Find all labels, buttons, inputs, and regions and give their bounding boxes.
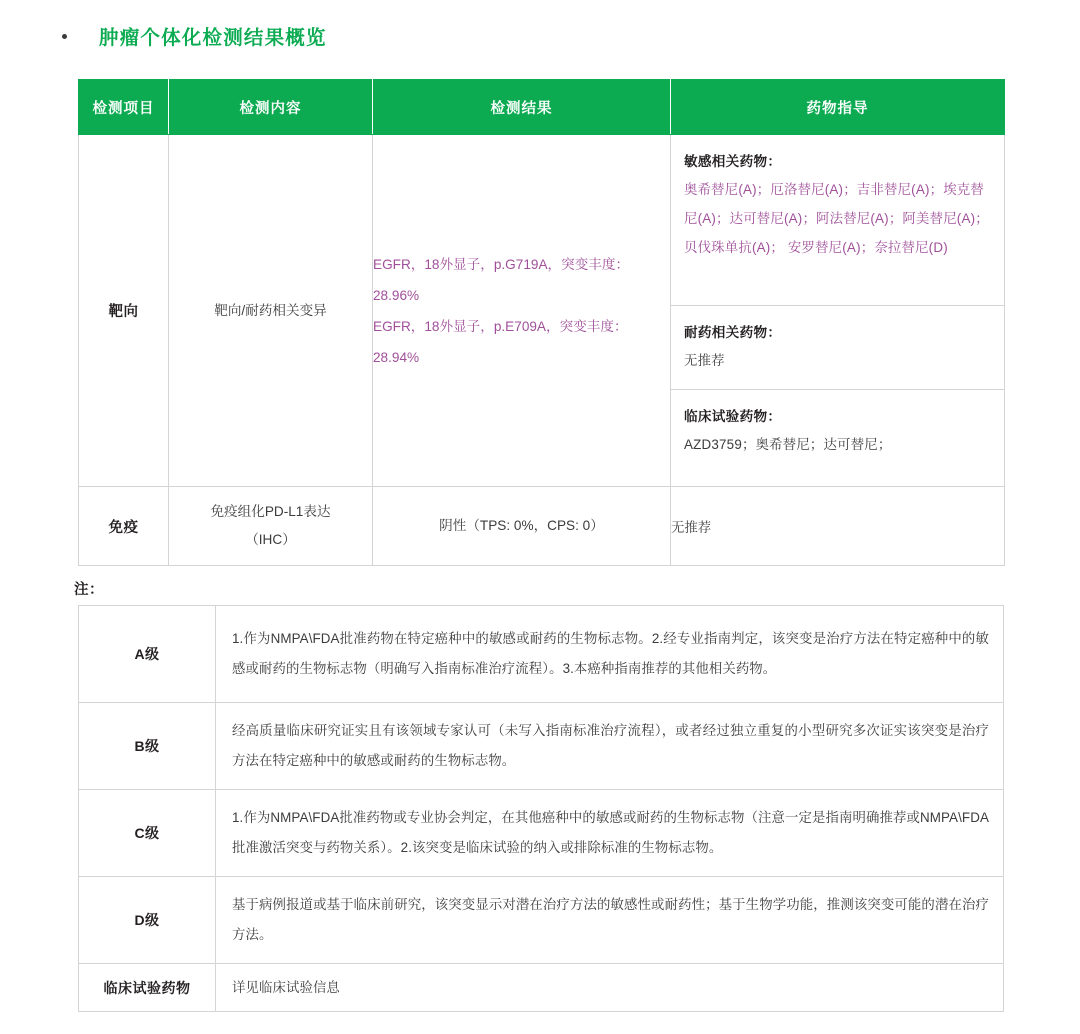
drug-group-body: 无推荐 xyxy=(684,352,725,368)
table-row xyxy=(79,606,1004,703)
row-result-immunity: 阴性（TPS: 0%，CPS: 0） xyxy=(373,487,671,566)
column-header-result: 检测结果 xyxy=(373,80,671,135)
table-row xyxy=(79,135,1005,487)
grade-label-c: C级 xyxy=(79,790,216,877)
grade-label-d: D级 xyxy=(79,877,216,964)
grade-description-c: 1.作为NMPA\FDA批准药物或专业协会判定，在其他癌种中的敏感或耐药的生物标志物（注意一定是指南明确推荐或NMPA\FDA批准激活突变与药物关系）。2.该突变是临床试验的纳入或排除标准的生物标志物。 xyxy=(216,790,1004,877)
drug-group-resistant xyxy=(671,305,1004,389)
result-line: EGFR，18外显子，p.E709A，突变丰度：28.94% xyxy=(373,318,628,365)
column-header-drug: 药物指导 xyxy=(671,80,1005,135)
row-drug-immunity: 无推荐 xyxy=(671,487,1005,566)
main-result-table-wrapper xyxy=(78,79,1004,566)
note-label: 注： xyxy=(74,582,104,598)
drug-group-title: 临床试验药物： xyxy=(684,408,782,424)
drug-group-sensitive xyxy=(671,135,1004,305)
drug-group-title: 敏感相关药物： xyxy=(684,154,782,169)
content-line: 免疫组化PD-L1表达 xyxy=(210,504,331,519)
drug-guidance-list xyxy=(671,135,1004,486)
drug-group-body: AZD3759；奥希替尼；达可替尼； xyxy=(684,436,892,452)
content-line: （IHC） xyxy=(245,532,296,547)
drug-group-clinical-trial xyxy=(671,389,1004,486)
column-header-item: 检测项目 xyxy=(79,80,169,135)
table-header-row xyxy=(79,80,1005,135)
grade-description-b: 经高质量临床研究证实且有该领域专家认可（未写入指南标准治疗流程），或者经过独立重复的小型研究多次证实该突变是治疗方法在特定癌种中的敏感或耐药的生物标志物。 xyxy=(216,703,1004,790)
row-drug-targeted xyxy=(671,135,1005,487)
row-result-targeted xyxy=(373,135,671,487)
notes-table-wrapper xyxy=(78,605,1004,1012)
row-content-immunity xyxy=(169,487,373,566)
grade-description-d: 基于病例报道或基于临床前研究，该突变显示对潜在治疗方法的敏感性或耐药性；基于生物学功能，推测该突变可能的潜在治疗方法。 xyxy=(216,877,1004,964)
row-content-targeted: 靶向/耐药相关变异 xyxy=(169,135,373,487)
column-header-content: 检测内容 xyxy=(169,80,373,135)
table-row xyxy=(79,487,1005,566)
bullet-icon xyxy=(62,34,67,39)
table-row xyxy=(79,877,1004,964)
grade-description-clinical-trial: 详见临床试验信息 xyxy=(216,964,1004,1012)
grade-description-a: 1.作为NMPA\FDA批准药物在特定癌种中的敏感或耐药的生物标志物。2.经专业指南判定，该突变是治疗方法在特定癌种中的敏感或耐药的生物标志物（明确写入指南标准治疗流程）。3.本癌种指南推荐的其他相关药物。 xyxy=(216,606,1004,703)
page-title: 肿瘤个体化检测结果概览 xyxy=(99,27,327,49)
evidence-grade-table xyxy=(78,605,1004,1012)
main-result-table xyxy=(78,79,1005,566)
row-item-targeted: 靶向 xyxy=(79,135,169,487)
drug-group-body: 奥希替尼(A)；厄洛替尼(A)；吉非替尼(A)；埃克替尼(A)；达可替尼(A)；阿法替尼(A)；阿美替尼(A)；贝伐珠单抗(A)； 安罗替尼(A)；奈拉替尼(D) xyxy=(684,182,989,255)
grade-label-clinical-trial: 临床试验药物 xyxy=(79,964,216,1012)
section-header xyxy=(0,0,1080,50)
row-item-immunity: 免疫 xyxy=(79,487,169,566)
grade-label-b: B级 xyxy=(79,703,216,790)
grade-label-a: A级 xyxy=(79,606,216,703)
table-row xyxy=(79,790,1004,877)
table-row xyxy=(79,703,1004,790)
result-line: EGFR，18外显子，p.G719A，突变丰度：28.96% xyxy=(373,256,630,303)
drug-group-title: 耐药相关药物： xyxy=(684,324,782,340)
table-row xyxy=(79,964,1004,1012)
